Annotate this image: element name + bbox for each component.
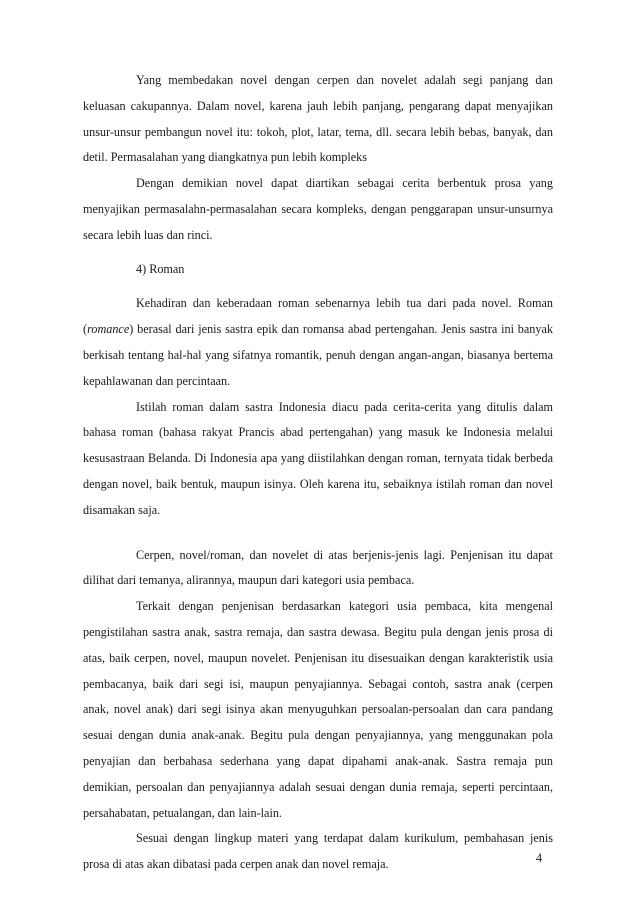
italic-term-romance: romance — [87, 322, 130, 337]
text-segment: Kehadiran dan keberadaan roman sebenarnya lebih tua dari pada novel. Roman ( — [83, 296, 553, 337]
paragraph-age-categories: Terkait dengan penjenisan berdasarkan kategori usia pembaca, kita mengenal pengistilahan sastra anak, sastra remaja, dan sastra dewasa. Begitu pula dengan jenis prosa di atas, baik cerpen, novel, maupun novelet. Penjenisan itu disesuaikan dengan karakteristik usia pembacanya, baik dari segi isi, maupun penyajiannya. Sebagai contoh, sastra anak (cerpen anak, novel anak) dari segi isinya akan menyuguhkan persoalan-persoalan dan cara pandang sesuai dengan dunia anak-anak. Begitu pula dengan penyajiannya, yang menggunakan pola penyajian dan berbahasa sederhana yang dapat dipahami anak-anak. Sastra remaja pun demikian, persoalan dan penyajiannya adalah sesuai dengan dunia remaja, seperti percintaan, persahabatan, petualangan, dan lain-lain. — [83, 599, 553, 820]
paragraph-curriculum-scope: Sesuai dengan lingkup materi yang terdapat dalam kurikulum, pembahasan jenis prosa di atas akan dibatasi pada cerpen anak dan novel remaja. — [83, 831, 553, 872]
page-number: 4 — [536, 851, 543, 865]
spacer — [83, 249, 553, 257]
paragraph-roman-indonesia: Istilah roman dalam sastra Indonesia diacu pada cerita-cerita yang ditulis dalam bahasa roman (bahasa rakyat Prancis abad pertengahan) yang masuk ke Indonesia melalui kesusastraan Belanda. Di Indonesia apa yang diistilahkan dengan roman, ternyata tidak berbeda dengan novel, baik bentuk, maupun isinya. Oleh karena itu, sebaiknya istilah roman dan novel disamakan saja. — [83, 399, 553, 517]
paragraph-novel-definition: Dengan demikian novel dapat diartikan sebagai cerita berbentuk prosa yang menyajikan permasalahn-permasalahan secara kompleks, dengan penggarapan unsur-unsurnya secara lebih luas dan rinci. — [83, 176, 553, 242]
section-heading-roman: 4) Roman — [136, 261, 185, 276]
spacer — [83, 524, 553, 543]
text-segment: ) berasal dari jenis sastra epik dan romansa abad pertengahan. Jenis sastra ini banyak berkisah tentang hal-hal yang sifatnya romantik, penuh dengan angan-angan, biasanya bertema kepahlawanan dan percintaan. — [83, 322, 553, 388]
paragraph-novel-difference: Yang membedakan novel dengan cerpen dan novelet adalah segi panjang dan keluasan cakupannya. Dalam novel, karena jauh lebih panjang, pengarang dapat menyajikan unsur-unsur pembangun novel itu: tokoh, plot, latar, tema, dll. secara lebih bebas, banyak, dan detil. Permasalahan yang diangkatnya pun lebih kompleks — [83, 73, 553, 165]
document-page — [83, 68, 553, 878]
paragraph-roman-origin — [83, 291, 553, 394]
spacer — [83, 282, 553, 291]
paragraph-prose-types: Cerpen, novel/roman, dan novelet di atas berjenis-jenis lagi. Penjenisan itu dapat dilihat dari temanya, alirannya, maupun dari kategori usia pembaca. — [83, 547, 553, 588]
